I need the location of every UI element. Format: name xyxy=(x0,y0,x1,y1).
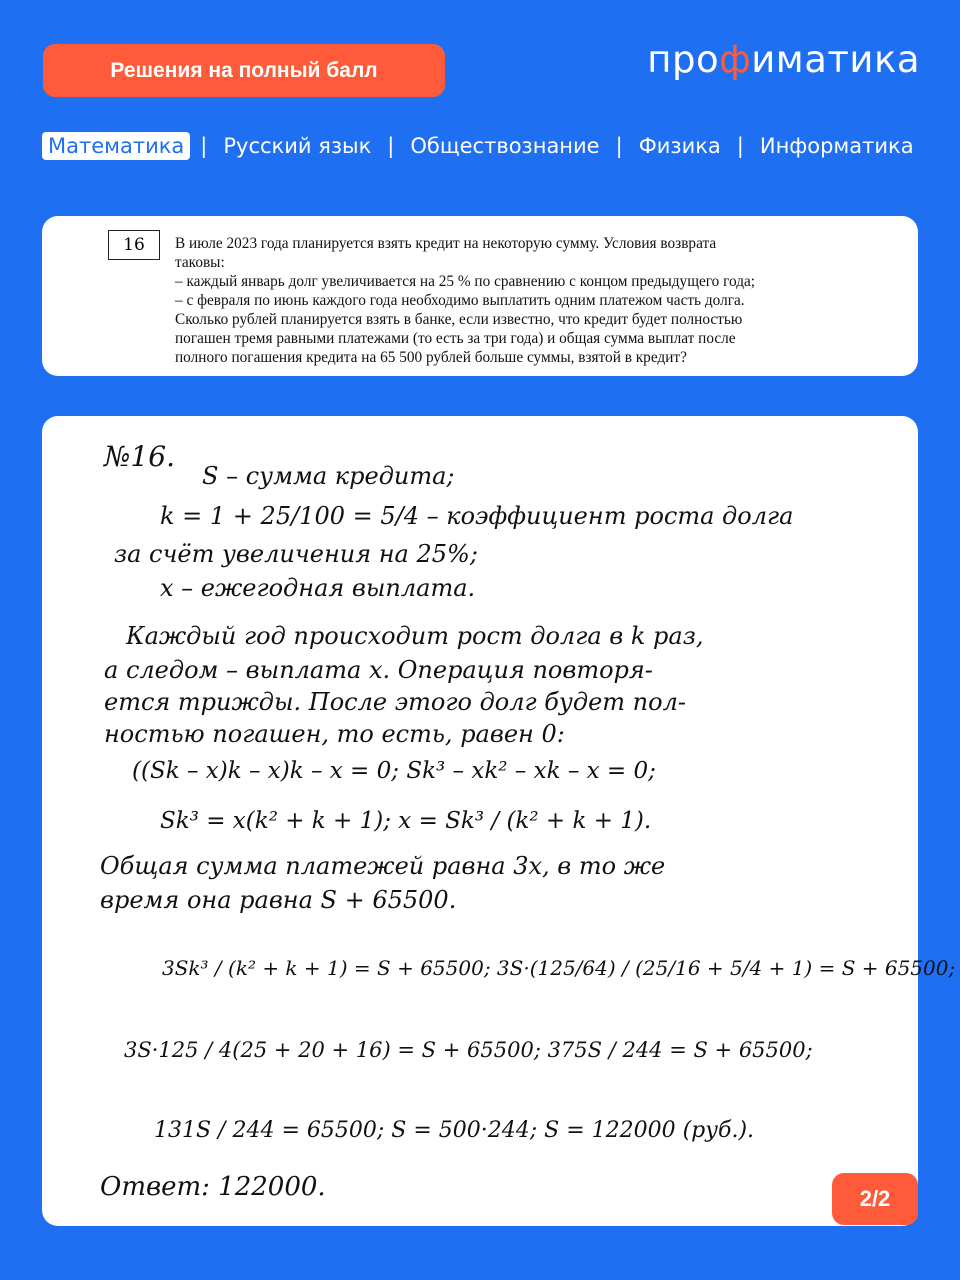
tab-physics[interactable]: Физика xyxy=(638,134,721,158)
solution-line: а следом – выплата x. Операция повторя- xyxy=(104,656,653,684)
solution-line: Общая сумма платежей равна 3x, в то же xyxy=(100,852,666,880)
solution-equation: 3Sk³ / (k² + k + 1) = S + 65500; 3S·(125/64) / (25/16 + 5/4 + 1) = S + 65500; xyxy=(162,956,956,980)
subject-nav xyxy=(42,128,920,164)
tab-russian[interactable]: Русский язык xyxy=(223,134,372,158)
problem-number: 16 xyxy=(108,230,160,260)
problem-line: – каждый январь долг увеличивается на 25 % по сравнению с концом предыдущего года; xyxy=(175,273,756,290)
problem-line: В июле 2023 года планируется взять кредит на некоторую сумму. Условия возврата xyxy=(175,235,717,252)
solution-title: №16. xyxy=(104,440,176,473)
solution-answer: Ответ: 122000. xyxy=(100,1172,326,1202)
tab-math[interactable]: Математика xyxy=(42,132,190,160)
solution-line: ностью погашен, то есть, равен 0: xyxy=(104,720,565,748)
solution-card xyxy=(42,416,956,1226)
nav-separator: | xyxy=(736,134,744,158)
problem-card xyxy=(42,216,918,376)
solutions-badge: Решения на полный балл xyxy=(43,44,445,97)
brand-logo[interactable] xyxy=(647,38,920,81)
solution-line: за счёт увеличения на 25%; xyxy=(114,540,478,568)
problem-line: полного погашения кредита на 65 500 рублей больше суммы, взятой в кредит? xyxy=(175,349,687,366)
problem-line: таковы: xyxy=(175,254,225,271)
nav-separator: | xyxy=(387,134,395,158)
solution-equation: 131S / 244 = 65500; S = 500·244; S = 122000 (руб.). xyxy=(154,1118,755,1143)
solution-line: ется трижды. После этого долг будет пол- xyxy=(104,688,686,716)
problem-text xyxy=(175,234,915,367)
problem-line: – с февраля по июнь каждого года необходимо выплатить одним платежом часть долга. xyxy=(175,292,745,309)
solution-line: k = 1 + 25/100 = 5/4 – коэффициент роста долга xyxy=(160,502,794,530)
solution-equation: ((Sk – x)k – x)k – x = 0; Sk³ – xk² – xk – x = 0; xyxy=(132,758,656,784)
tab-social-studies[interactable]: Обществознание xyxy=(410,134,600,158)
page-indicator: 2/2 xyxy=(832,1173,918,1225)
nav-separator: | xyxy=(615,134,623,158)
problem-line: Сколько рублей планируется взять в банке, если известно, что кредит будет полностью xyxy=(175,311,743,328)
logo-part-1: про xyxy=(647,38,720,81)
logo-accent: ф xyxy=(719,38,752,81)
solution-line: S – сумма кредита; xyxy=(202,462,455,490)
problem-line: погашен тремя равными платежами (то есть за три года) и общая сумма выплат после xyxy=(175,330,736,347)
solution-line: x – ежегодная выплата. xyxy=(160,574,476,602)
solution-equation: 3S·125 / 4(25 + 20 + 16) = S + 65500; 375S / 244 = S + 65500; xyxy=(124,1038,813,1062)
solution-line: время она равна S + 65500. xyxy=(100,886,457,914)
nav-separator: | xyxy=(200,134,208,158)
logo-part-2: иматика xyxy=(751,38,920,81)
solution-line: Каждый год происходит рост долга в k раз, xyxy=(126,622,704,650)
solution-equation: Sk³ = x(k² + k + 1); x = Sk³ / (k² + k + 1). xyxy=(160,808,652,834)
tab-informatics[interactable]: Информатика xyxy=(759,134,914,158)
